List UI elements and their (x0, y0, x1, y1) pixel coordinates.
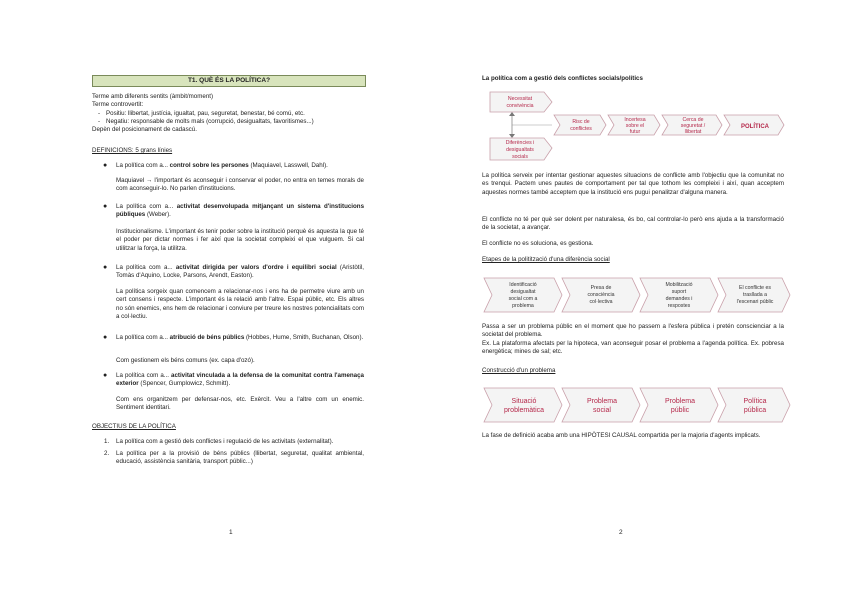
definition-2: La política com a... activitat desenvolupada mitjançant un sistema d'institucions públiques (Weber). (116, 203, 365, 219)
definition-4-text: Com gestionem els béns comuns (ex. capa d'ozó). (116, 357, 255, 364)
construction-chevron (718, 388, 790, 422)
bullet: ● (103, 162, 108, 169)
intro-negative: - Negatiu: responsable de molts mals (corrupció, desigualtats, favoritismes...) (98, 118, 314, 126)
construction-heading: Construcció d'un problema (482, 367, 556, 374)
construction-1-label-2: problemàtica (503, 407, 545, 414)
step-3-label-2: seguretat / (680, 123, 706, 129)
stage-3-label-1: Mobilització (665, 282, 693, 288)
paragraph-4: Passa a ser un problema públic en el moment que ho passem a l'esfera pública i pretén conscienciar a la societat del problema. (482, 323, 784, 339)
objectives-heading: OBJECTIUS DE LA POLÍTICA (92, 423, 176, 430)
construction-chevron (640, 388, 718, 422)
top-box-shape (490, 92, 552, 112)
arrow-head (509, 134, 515, 138)
stage-1-label-4: problema (512, 303, 534, 309)
construction-2-label-1: Problema (587, 398, 617, 405)
construction-4-label-1: Política (743, 398, 767, 405)
paragraph-3: El conflicte no es soluciona, es gestiona. (482, 240, 594, 247)
top-box-label-1: Necessitat (507, 96, 533, 102)
bullet: ● (103, 203, 108, 210)
objective-number: 1. (104, 438, 110, 445)
stage-3-label-2: suport (671, 289, 687, 295)
stage-2-label-3: col·lectiva (589, 299, 613, 305)
paragraph-2: El conflicte no té per què ser dolent per naturalesa, és bo, cal controlar-lo però ens ajuda a la transformació de la societat, a avançar. (482, 216, 784, 232)
paragraph-5: Ex. La plataforma afectats per la hipoteca, van aconseguir posar el problema a l'agenda política. Ex. pobresa energètica; mines de sal; etc. (482, 340, 784, 356)
stage-4-label-2: trasllada a (743, 292, 767, 298)
step-4-label: POLÍTICA (741, 124, 769, 130)
stage-3-label-4: respostes (667, 303, 691, 309)
stages-heading: Etapes de la politització d'una diferència social (482, 256, 610, 263)
stage-1-label-3: social com a (508, 296, 538, 302)
bullet: ● (103, 264, 108, 271)
page-number: 2 (619, 529, 623, 536)
objective-number: 2. (104, 450, 110, 457)
step-2-label-3: futur (629, 129, 641, 135)
construction-diagram (482, 386, 792, 426)
step-3-label-1: Cerca de (682, 117, 704, 123)
intro-block (92, 93, 372, 135)
intro-line: Terme amb diferents sentits (àmbit/moment) (92, 93, 214, 100)
stage-1-label-2: desigualtat (510, 289, 536, 295)
step-1-label-2: conflictes (570, 126, 592, 132)
stages-diagram (482, 276, 792, 316)
page-number: 1 (229, 529, 233, 536)
step-3-label-3: llibertat (684, 129, 702, 135)
bottom-box-label-3: socials (512, 154, 528, 160)
construction-3-label-2: públic (670, 407, 690, 414)
paragraph-1: La política serveix per intentar gestionar aquestes situacions de conflicte amb l'objectiu que la comunitat no es trenqui. Pactem unes pautes de comportament per tal que tothom les compleixi i així, quan acceptem aquestes normes també acceptem que la institució ens pugui penalitzar d'alguna manera. (482, 172, 784, 196)
definition-1-text: Maquiavel → l'important és aconseguir i conservar el poder, no entra en temes morals de com aconseguir-lo. No parlen d'institucions. (116, 177, 364, 193)
construction-2-label-2: social (593, 407, 611, 414)
definition-3-text: La política sorgeix quan comencem a relacionar-nos i ens ha de permetre viure amb un cert consens i respecte. L'important és la relació amb l'altre. Espai públic, etc. Els altres no són enemics, ens hem de relacionar i conviure per treure les nostres potencialitats com a col·lectiu. (116, 288, 364, 321)
stage-2-label-2: consciència (587, 292, 615, 298)
stage-1-label-1: Identificació (509, 282, 537, 288)
stage-4-label-3: l'escenari públic (736, 299, 774, 305)
intro-line: Depèn del posicionament de cadascú. (92, 126, 197, 134)
definitions-heading: DEFINICIONS: 5 grans línies (92, 147, 173, 154)
page-2 (424, 0, 848, 599)
bottom-box-label-2: desigualtats (506, 147, 534, 153)
step-2-label-1: Incertesa (624, 117, 646, 123)
construction-chevron (562, 388, 640, 422)
page-title: T1. QUÈ ÉS LA POLÍTICA? (92, 75, 366, 87)
stage-4-label-1: El conflicte es (738, 285, 772, 291)
objective-1: La política com a gestió dels conflictes i regulació de les activitats (externalitat). (116, 438, 334, 445)
construction-4-label-2: pública (743, 407, 767, 414)
construction-3-label-1: Problema (665, 398, 695, 405)
stage-3-label-3: demandes i (665, 296, 693, 302)
conflict-diagram (482, 88, 792, 166)
intro-line: Terme controvertit: (92, 101, 144, 109)
bottom-box-label-1: Diferències i (505, 140, 535, 146)
section-heading: La política com a gestió dels conflictes socials/polítics (482, 75, 643, 82)
step-chevron (554, 115, 606, 135)
stage-2-label-1: Presa de (590, 285, 612, 291)
bullet: ● (103, 334, 108, 341)
definition-5-text: Com ens organitzem per defensar-nos, etc. Exèrcit. Veu a l'altre com un enemic. Sentiment identitari. (116, 396, 364, 412)
step-1-label-1: Risc de (572, 119, 590, 125)
definition-5: La política com a... activitat vinculada a la defensa de la comunitat contra l'amenaça exterior (Spencer, Gumplowicz, Schmitt). (116, 372, 364, 388)
construction-chevron (484, 388, 562, 422)
objective-2: La política per a la provisió de béns públics (llibertat, seguretat, qualitat ambiental, educació, assistència sanitària, transport públic...) (116, 450, 364, 466)
bullet: ● (103, 372, 108, 379)
definition-1: La política com a... control sobre les persones (Maquiavel, Lasswell, Dahl). (116, 162, 328, 169)
step-2-label-2: sobre el (625, 123, 645, 129)
definition-2-text: Institucionalisme. L'important és tenir poder sobre la institució perquè és aquesta la que té el poder per dictar normes i fer així que la societat compleixi el que vulguem. Si cal utilitzar la força, la utilitza. (116, 228, 364, 252)
definition-3: La política com a... activitat dirigida per valors d'ordre i equilibri social (Aristòtil, Tomàs d'Aquino, Locke, Parsons, Arendt, Easton). (116, 264, 364, 280)
intro-positive: - Positiu: llibertat, justícia, igualtat, pau, seguretat, benestar, bé comú, etc. (98, 109, 305, 117)
construction-1-label-1: Situació (511, 398, 537, 405)
definition-4: La política com a... atribució de béns públics (Hobbes, Hume, Smith, Buchanan, Olson). (116, 334, 364, 341)
paragraph-6: La fase de definició acaba amb una HIPÒTESI CAUSAL compartida per la majoria d'agents implicats. (482, 432, 761, 439)
top-box-label-2: convivència (506, 103, 534, 109)
arrow-head (509, 112, 515, 116)
